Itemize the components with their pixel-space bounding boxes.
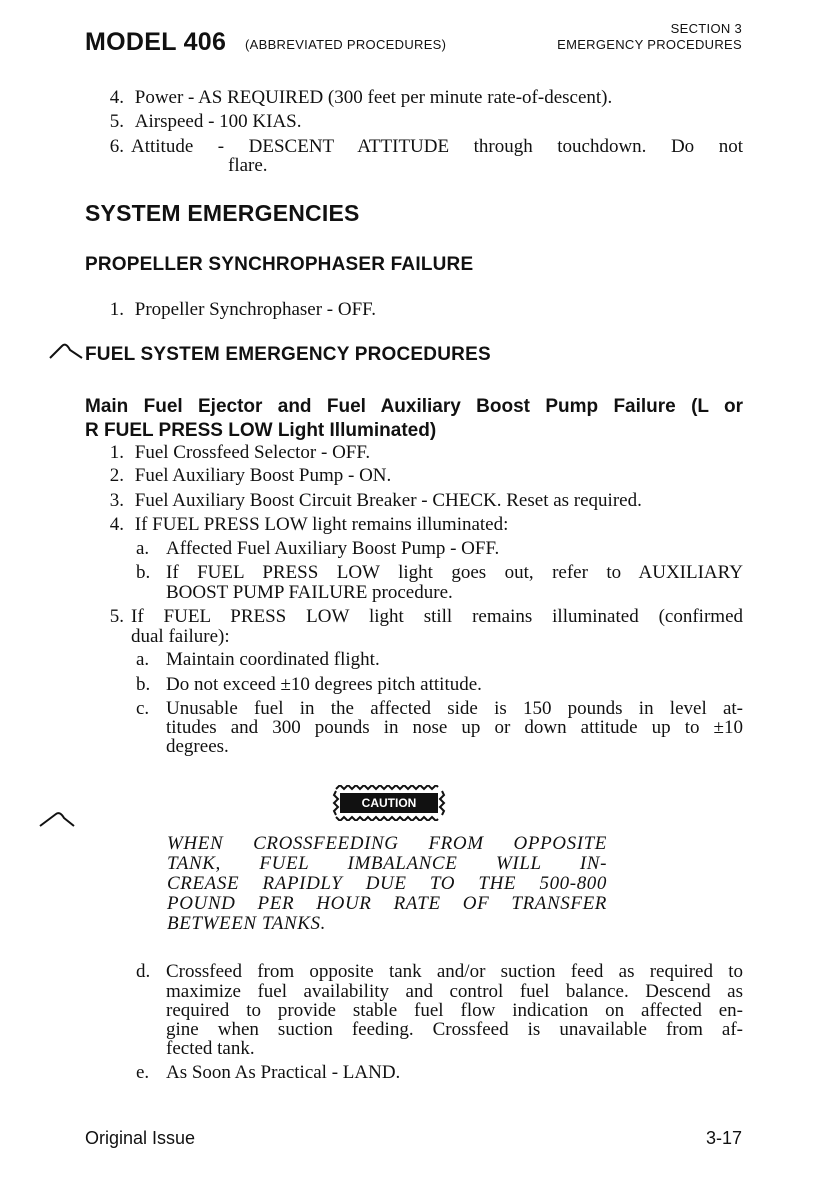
item-number: 4. xyxy=(109,514,124,535)
sub-list-item xyxy=(136,1062,401,1083)
list-item xyxy=(100,443,370,463)
item-number: 6. xyxy=(109,136,124,157)
item-text-continued: BOOST PUMP FAILURE procedure. xyxy=(166,582,453,603)
document-model-title: MODEL 406 xyxy=(85,28,227,56)
caution-line: POUND PER HOUR RATE OF TRANSFER xyxy=(167,893,607,914)
caution-line: BETWEEN TANKS. xyxy=(167,913,326,934)
item-text-continued: titudes and 300 pounds in nose up or down attitude up to ±10 xyxy=(166,717,743,738)
item-text: Propeller Synchrophaser - OFF. xyxy=(134,299,376,320)
item-text: Crossfeed from opposite tank and/or suction feed as required to xyxy=(166,961,743,982)
item-number: 1. xyxy=(109,442,124,463)
sub-list-item xyxy=(136,538,500,559)
section-title: EMERGENCY PROCEDURES xyxy=(557,37,742,52)
item-text: Do not exceed ±10 degrees pitch attitude. xyxy=(166,674,482,695)
item-number-text: 5. xyxy=(109,606,124,627)
item-text: If FUEL PRESS LOW light remains illuminated: xyxy=(134,514,509,535)
item-letter: b. xyxy=(136,562,151,583)
list-item xyxy=(100,515,508,535)
item-text: Maintain coordinated flight. xyxy=(166,649,380,670)
sub-list-item xyxy=(136,649,380,670)
item-letter: d. xyxy=(136,961,151,982)
item-text: Airspeed - 100 KIAS. xyxy=(134,111,302,132)
item-text-continued: required to provide stable fuel flow indication on affected en- xyxy=(166,1000,743,1021)
caution-text xyxy=(167,834,607,934)
subprocedure-heading: Main Fuel Ejector and Fuel Auxiliary Boost Pump Failure (L or xyxy=(85,396,743,417)
item-text-continued: flare. xyxy=(228,155,268,176)
sub-list-item xyxy=(136,674,482,695)
item-text: If FUEL PRESS LOW light goes out, refer to AUXILIARY xyxy=(166,562,743,583)
list-item xyxy=(100,88,612,108)
list-item xyxy=(100,112,302,132)
item-letter: c. xyxy=(136,698,150,719)
procedure-heading: FUEL SYSTEM EMERGENCY PROCEDURES xyxy=(85,344,491,365)
item-text: Power - AS REQUIRED (300 feet per minute rate-of-descent). xyxy=(134,87,613,108)
item-text: Affected Fuel Auxiliary Boost Pump - OFF. xyxy=(166,538,500,559)
caution-label-box xyxy=(332,785,446,821)
item-text-continued: degrees. xyxy=(166,736,229,757)
item-number: 3. xyxy=(109,490,124,511)
caution-line: CREASE RAPIDLY DUE TO THE 500-800 xyxy=(167,873,607,894)
item-text-continued: gine when suction feeding. Crossfeed is unavailable from af- xyxy=(166,1019,743,1040)
page-number: 3-17 xyxy=(705,1128,742,1148)
list-item xyxy=(100,466,391,486)
item-letter: a. xyxy=(136,538,150,559)
section-heading: SYSTEM EMERGENCIES xyxy=(85,200,360,226)
list-item xyxy=(100,491,642,511)
item-text: Fuel Crossfeed Selector - OFF. xyxy=(134,442,371,463)
section-number: SECTION 3 xyxy=(670,21,742,36)
subprocedure-heading-continued: R FUEL PRESS LOW Light Illuminated) xyxy=(85,420,437,441)
procedure-heading: PROPELLER SYNCHROPHASER FAILURE xyxy=(85,254,474,275)
caution-line: WHEN CROSSFEEDING FROM OPPOSITE xyxy=(167,833,607,854)
item-letter: b. xyxy=(136,674,151,695)
revision-mark-icon xyxy=(38,808,78,830)
caution-label: CAUTION xyxy=(361,796,417,810)
item-letter: e. xyxy=(136,1062,150,1083)
footer-issue: Original Issue xyxy=(85,1128,196,1148)
document-subtitle: (ABBREVIATED PROCEDURES) xyxy=(245,37,447,52)
list-item xyxy=(100,300,376,320)
item-text: Fuel Auxiliary Boost Pump - ON. xyxy=(134,465,392,486)
item-letter: a. xyxy=(136,649,150,670)
caution-line: TANK, FUEL IMBALANCE WILL IN- xyxy=(167,853,607,874)
item-text-continued: dual failure): xyxy=(131,626,230,647)
item-number: 4. xyxy=(109,87,124,108)
list-item xyxy=(100,137,124,157)
item-text-continued: maximize fuel availability and control fuel balance. Descend as xyxy=(166,981,743,1002)
item-text-continued: fected tank. xyxy=(166,1038,255,1059)
item-text: Attitude - DESCENT ATTITUDE through touchdown. Do not xyxy=(131,136,743,157)
item-text: Fuel Auxiliary Boost Circuit Breaker - CHECK. Reset as required. xyxy=(134,490,642,511)
item-text: Unusable fuel in the affected side is 150 pounds in level at- xyxy=(166,698,743,719)
item-number: 5. xyxy=(109,111,124,132)
item-number xyxy=(100,607,124,627)
revision-mark-icon xyxy=(48,340,84,362)
item-number: 1. xyxy=(109,299,124,320)
item-text: As Soon As Practical - LAND. xyxy=(166,1062,401,1083)
item-number: 2. xyxy=(109,465,124,486)
item-text: If FUEL PRESS LOW light still remains illuminated (confirmed xyxy=(131,606,743,627)
